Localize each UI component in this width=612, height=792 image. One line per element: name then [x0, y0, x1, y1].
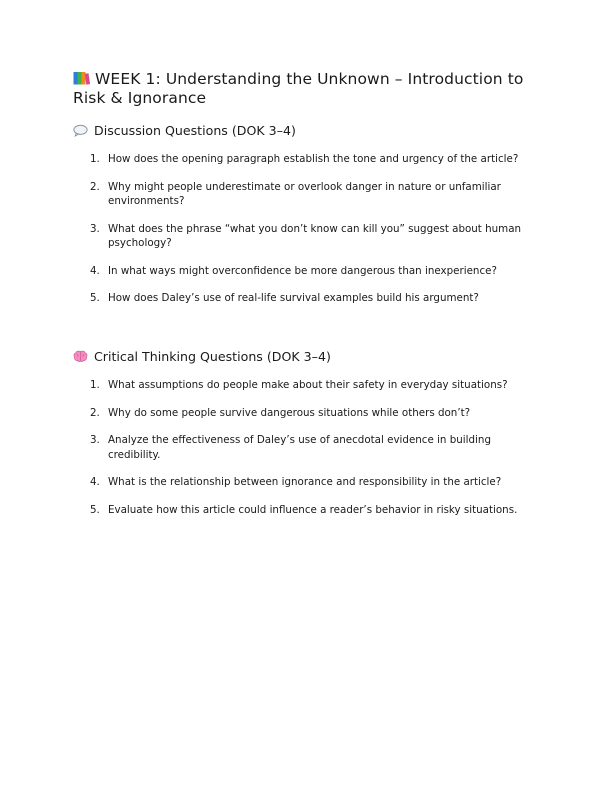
item-number: 4.: [90, 264, 100, 277]
item-text: In what ways might overconfidence be more dangerous than inexperience?: [108, 264, 497, 277]
list-item: [90, 152, 540, 167]
item-text: What is the relationship between ignorance and responsibility in the article?: [108, 476, 502, 488]
list-item: [90, 291, 540, 306]
list-item: [90, 378, 540, 393]
item-text: Analyze the effectiveness of Daley’s use of anecdotal evidence in building credibility.: [108, 434, 491, 461]
books-icon: [73, 71, 90, 85]
item-text: What assumptions do people make about their safety in everyday situations?: [108, 379, 508, 391]
list-item: [90, 406, 540, 421]
list-item: [90, 264, 540, 279]
item-text: What does the phrase “what you don’t know can kill you” suggest about human psychology?: [108, 222, 522, 249]
critical-thinking-heading: [73, 349, 331, 365]
item-text: Why do some people survive dangerous situations while others don’t?: [108, 406, 471, 419]
item-number: 5.: [90, 292, 100, 304]
item-number: 3.: [90, 434, 100, 446]
critical-thinking-heading-text: Critical Thinking Questions (DOK 3–4): [94, 349, 331, 364]
discussion-heading: [73, 123, 296, 139]
list-item: [90, 222, 540, 251]
item-text: Why might people underestimate or overlook danger in nature or unfamiliar environments?: [108, 180, 501, 207]
speech-bubble-icon: [73, 124, 88, 137]
critical-thinking-question-list: [90, 378, 540, 530]
item-number: 5.: [90, 503, 100, 516]
item-number: 1.: [90, 379, 100, 391]
item-text: How does Daley’s use of real-life survival examples build his argument?: [108, 292, 479, 304]
item-text: Evaluate how this article could influence a reader’s behavior in risky situations.: [108, 503, 518, 516]
page-title: [73, 70, 543, 108]
brain-icon: [73, 350, 88, 363]
item-text: How does the opening paragraph establish the tone and urgency of the article?: [108, 153, 519, 165]
item-number: 3.: [90, 222, 100, 235]
list-item: [90, 180, 540, 209]
item-number: 4.: [90, 476, 100, 488]
discussion-question-list: [90, 152, 540, 319]
list-item: [90, 475, 540, 490]
item-number: 2.: [90, 180, 100, 193]
title-text: WEEK 1: Understanding the Unknown – Introduction to Risk & Ignorance: [73, 70, 524, 107]
item-number: 1.: [90, 153, 100, 165]
discussion-heading-text: Discussion Questions (DOK 3–4): [94, 123, 296, 138]
list-item: [90, 433, 540, 462]
item-number: 2.: [90, 406, 100, 419]
list-item: [90, 503, 540, 518]
